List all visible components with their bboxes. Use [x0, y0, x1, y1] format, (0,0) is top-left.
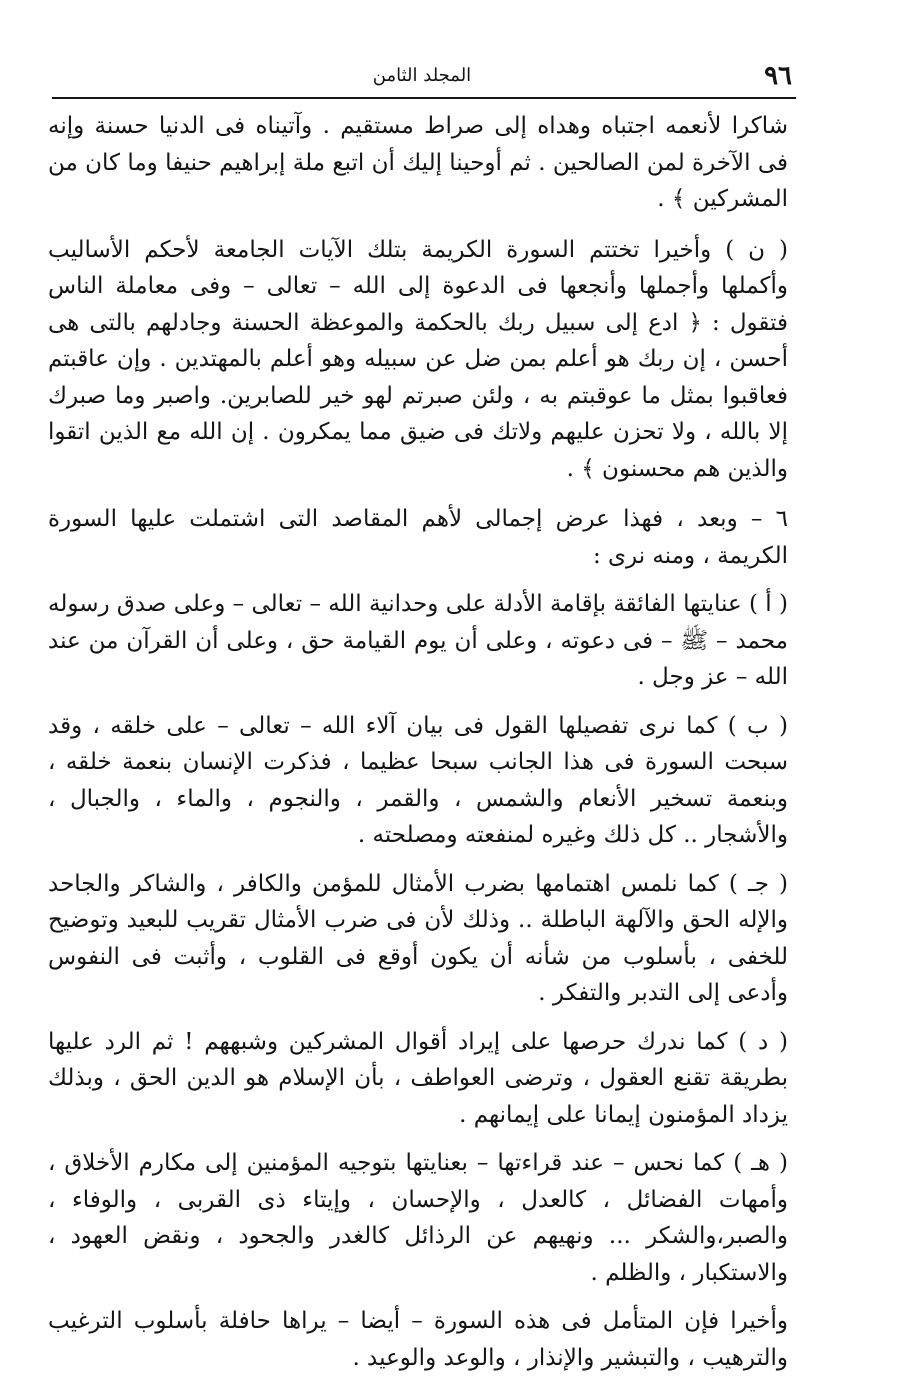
- paragraph-noon-closing-verses: ( ن ) وأخيرا تختتم السورة الكريمة بتلك الآيات الجامعة لأحكم الأساليب وأكملها وأجملها وأنجعها فى الدعوة إلى الله – تعالى – وفى معاملة الناس فتقول : ﴿ ادع إلى سبيل ربك بالحكمة والموعظة الحسنة وجادلهم بالتى هى أحسن ، إن ربك هو أعلم بمن ضل عن سبيله وهو أعلم بالمهتدين . وإن عاقبتم فعاقبوا بمثل ما عوقبتم به ، ولئن صبرتم لهو خير للصابرين. واصبر وما صبرك إلا بالله ، ولا تحزن عليهم ولاتك فى ضيق مما يمكرون . إن الله مع الذين اتقوا والذين هم محسنون ﴾ .: [48, 236, 788, 482]
- header-rule: [52, 97, 796, 99]
- page-header: [52, 58, 796, 94]
- paragraph-point-jim: ( جـ ) كما نلمس اهتمامها بضرب الأمثال للمؤمن والكافر ، والشاكر والجاحد والإله الحق والآلهة الباطلة .. وذلك لأن فى ضرب الأمثال تقريب للبعيد وتوضيح للخفى ، بأسلوب من شأنه أن يكون أوقع فى القلوب ، وأثبت فى النفوس وأدعى إلى التدبر والتفكر .: [48, 870, 788, 1006]
- paragraph-point-alif: ( أ ) عنايتها الفائقة بإقامة الأدلة على وحدانية الله – تعالى – وعلى صدق رسوله محمد – ﷺ – فى دعوته ، وعلى أن يوم القيامة حق ، وعلى أن القرآن من عند الله – عز وجل .: [48, 591, 788, 690]
- paragraph-point-dal: ( د ) كما ندرك حرصها على إيراد أقوال المشركين وشبههم ! ثم الرد عليها بطريقة تقنع العقول ، وترضى العواطف ، بأن الإسلام هو الدين الحق ، وبذلك يزداد المؤمنون إيمانا على إيمانهم .: [48, 1028, 788, 1128]
- paragraph-quran-continuation: شاكرا لأنعمه اجتباه وهداه إلى صراط مستقيم . وآتيناه فى الدنيا حسنة وإنه فى الآخرة لمن الصالحين . ثم أوحينا إليك أن اتبع ملة إبراهيم حنيفا وما كان من المشركين ﴾ .: [48, 113, 788, 212]
- paragraph-conclusion: وأخيرا فإن المتأمل فى هذه السورة – أيضا – يراها حافلة بأسلوب الترغيب والترهيب ، والتبشير والإنذار ، والوعد والوعيد .: [48, 1308, 788, 1371]
- page-body: [48, 108, 788, 1388]
- paragraph-summary-intro: ٦ – وبعد ، فهذا عرض إجمالى لأهم المقاصد التى اشتملت عليها السورة الكريمة ، ومنه نرى :: [48, 506, 788, 569]
- paragraph-point-ba: ( ب ) كما نرى تفصيلها القول فى بيان آلاء الله – تعالى – على خلقه ، وقد سبحت السورة فى هذا الجانب سبحا عظيما ، فذكرت الإنسان بنعمة خلقه ، وبنعمة تسخير الأنعام والشمس ، والقمر ، والنجوم ، والماء ، والجبال ، والأشجار .. كل ذلك وغيره لمنفعته ومصلحته .: [48, 712, 788, 848]
- volume-title: المجلد الثامن: [372, 65, 472, 86]
- paragraph-point-ha: ( هـ ) كما نحس – عند قراءتها – بعنايتها بتوجيه المؤمنين إلى مكارم الأخلاق ، وأمهات الفضائل ، كالعدل ، والإحسان ، وإيتاء ذى القربى ، والوفاء ، والصبر،والشكر ... ونهيهم عن الرذائل كالغدر والجحود ، ونقض العهود ، والاستكبار ، والظلم .: [48, 1150, 788, 1286]
- page-number: ٩٦: [764, 61, 792, 91]
